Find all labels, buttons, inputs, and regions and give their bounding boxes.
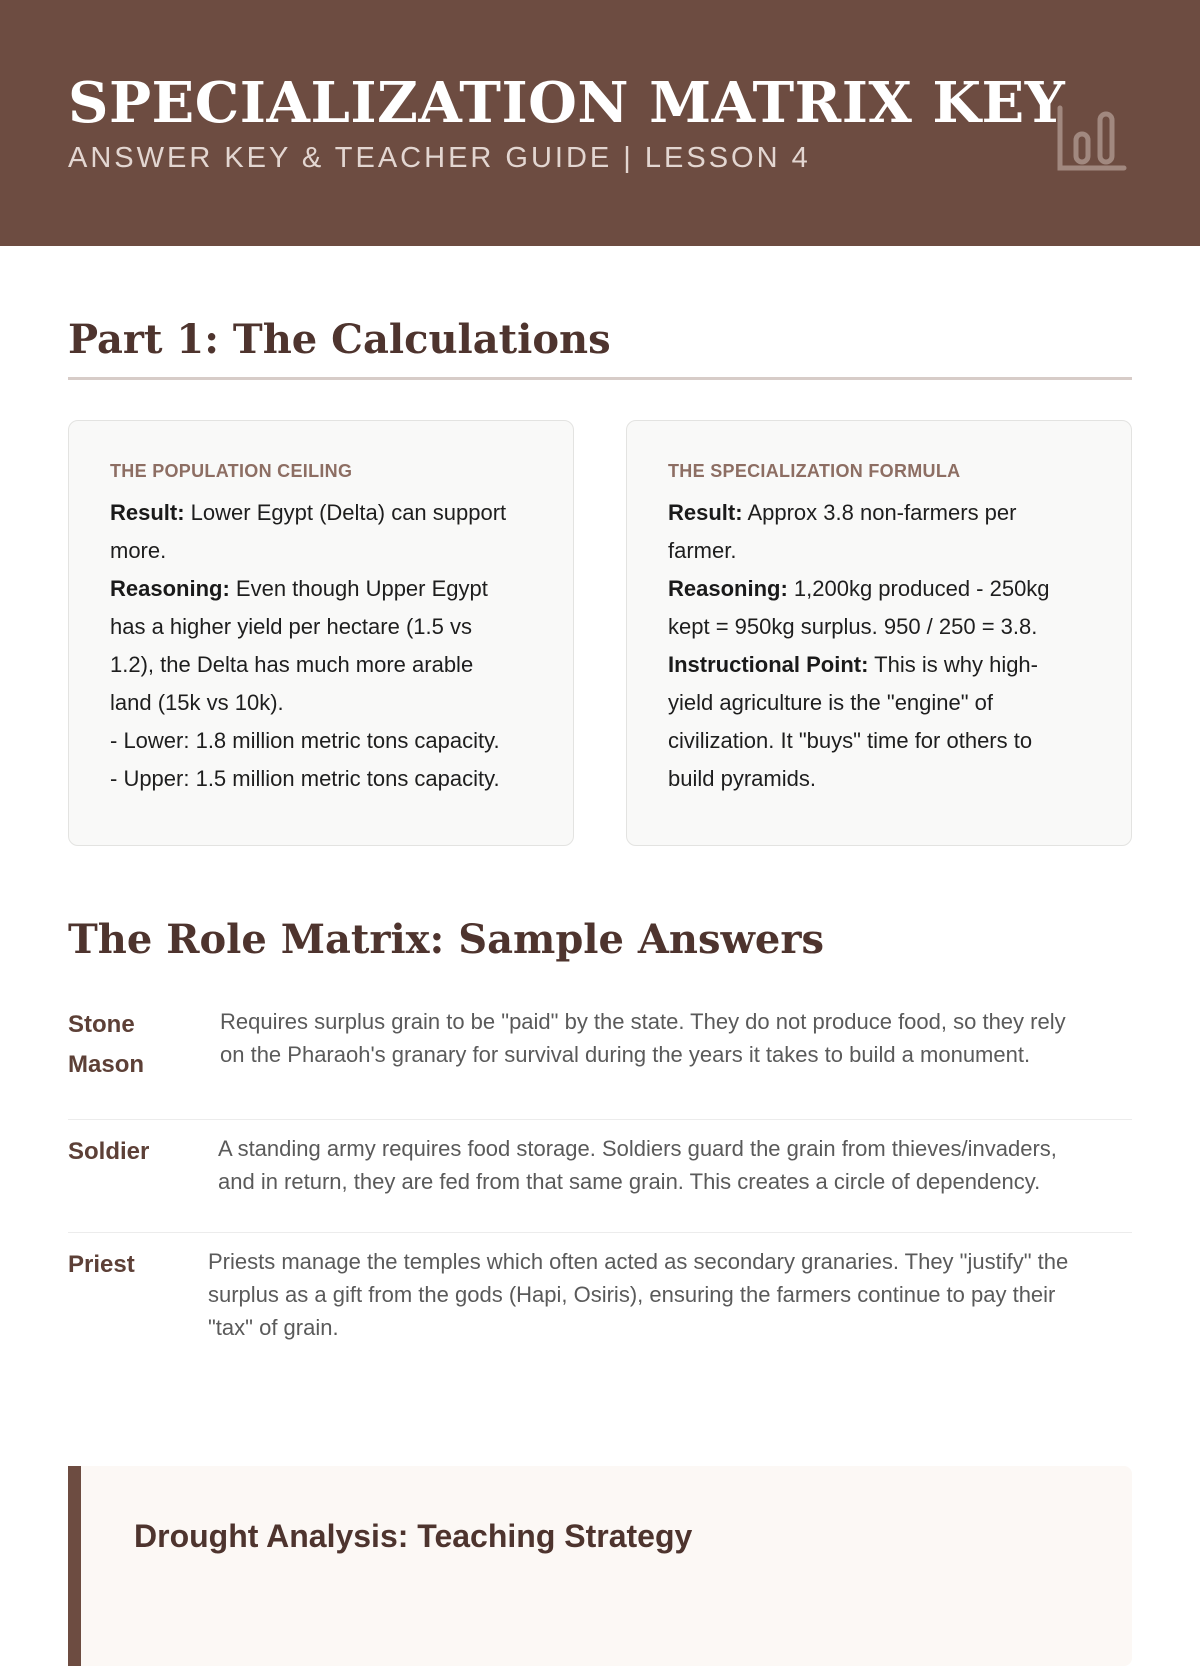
part1-title: Part 1: The Calculations [68,246,1132,380]
card-line [668,570,1091,608]
card-line [110,608,533,646]
drought-callout [68,1466,1132,1666]
card-line [668,608,1091,646]
card-line-text: civilization. It "buys" time for others to [668,728,1033,753]
calculation-cards [68,420,1132,846]
role-name-line: Stone [68,1011,135,1038]
card-line-text: 1.2), the Delta has much more arable [110,652,474,677]
card-line-text: more. [110,538,167,563]
role-description-line: A standing army requires food storage. Soldiers guard the grain from thieves/invaders, [218,1136,1057,1161]
role-name [68,1245,208,1344]
page-subtitle: ANSWER KEY & TEACHER GUIDE | LESSON 4 [68,142,811,174]
role-name [68,1005,220,1085]
card-line [110,760,533,798]
card-line [110,494,533,532]
role-description-line: on the Pharaoh's granary for survival during the years it takes to build a monument. [220,1042,1031,1067]
card-line-text: farmer. [668,538,737,563]
population-ceiling-card [68,420,574,846]
card-line [110,570,533,608]
card-line-text: Even though Upper Egypt [229,576,488,601]
card-label: THE SPECIALIZATION FORMULA [668,461,961,481]
bar-chart-icon [1056,104,1128,176]
card-line [668,684,1091,722]
card-line [110,532,533,570]
card-line [110,722,533,760]
role-description [208,1245,1068,1344]
card-line-text: yield agriculture is the "engine" of [668,690,994,715]
specialization-formula-card [626,420,1132,846]
drought-title: Drought Analysis: Teaching Strategy [134,1518,693,1554]
role-description-line: and in return, they are fed from that same grain. This creates a circle of dependency. [218,1169,1041,1194]
card-line-text: 1,200kg produced - 250kg [787,576,1050,601]
role-row-stone-mason [68,993,1132,1120]
role-row-soldier [68,1120,1132,1233]
card-body [110,494,533,798]
card-line-text: has a higher yield per hectare (1.5 vs [110,614,472,639]
card-line-text: Approx 3.8 non-farmers per [742,500,1017,525]
card-line-lead: Reasoning: [668,576,788,601]
card-line-lead: Reasoning: [110,576,230,601]
card-line-text: kept = 950kg surplus. 950 / 250 = 3.8. [668,614,1038,639]
card-line [668,722,1091,760]
card-line [110,684,533,722]
card-line-text: build pyramids. [668,766,816,791]
card-body [668,494,1091,798]
card-line-lead: Instructional Point: [668,652,869,677]
card-line [668,494,1091,532]
card-line-text: land (15k vs 10k). [110,690,284,715]
card-line [110,646,533,684]
card-line-text: - Upper: 1.5 million metric tons capacity. [110,766,500,791]
card-line [668,760,1091,798]
role-name [68,1132,218,1198]
card-line-lead: Result: [110,500,185,525]
role-description-line: surplus as a gift from the gods (Hapi, Osiris), ensuring the farmers continue to pay their [208,1282,1056,1307]
role-description [218,1132,1057,1198]
role-list [68,993,1132,1378]
role-description-line: Priests manage the temples which often acted as secondary granaries. They "justify" the [208,1249,1069,1274]
main-content [0,246,1200,1666]
card-line [668,532,1091,570]
card-label: THE POPULATION CEILING [110,461,353,481]
card-line-text: Lower Egypt (Delta) can support [184,500,507,525]
page-title: SPECIALIZATION MATRIX KEY [68,70,1066,136]
page-header [0,0,1200,246]
role-row-priest [68,1233,1132,1378]
role-name-line: Priest [68,1251,135,1278]
card-line [668,646,1091,684]
role-name-line: Soldier [68,1138,150,1165]
card-line-text: This is why high- [868,652,1038,677]
card-line-text: - Lower: 1.8 million metric tons capacity. [110,728,500,753]
role-description [220,1005,1066,1085]
role-name-line: Mason [68,1051,145,1078]
role-description-line: "tax" of grain. [208,1315,339,1340]
role-description-line: Requires surplus grain to be "paid" by the state. They do not produce food, so they rely [220,1009,1066,1034]
card-line-lead: Result: [668,500,743,525]
role-matrix-title: The Role Matrix: Sample Answers [68,916,824,963]
